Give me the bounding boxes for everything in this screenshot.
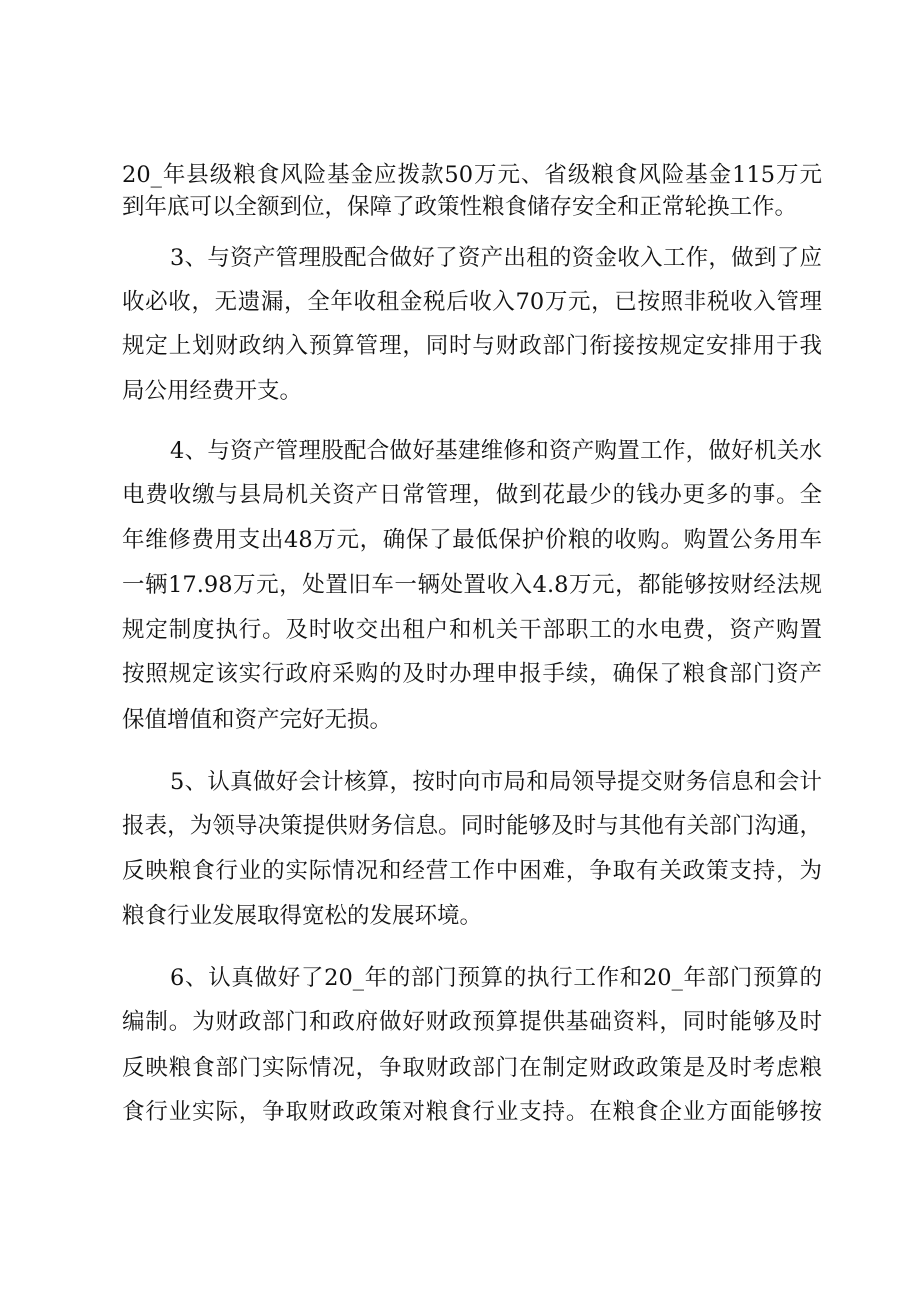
body-text-line: 按照规定该实行政府采购的及时办理申报手续，确保了粮食部门资产 [122,661,822,687]
body-text-line: 规定制度执行。及时收交出租户和机关干部职工的水电费，资产购置 [122,617,822,643]
body-text-line: 收必收，无遗漏，全年收租金税后收入70万元，已按照非税收入管理 [122,289,822,315]
body-text-line: 反映粮食行业的实际情况和经营工作中困难，争取有关政策支持，为 [122,858,822,884]
body-text-line: 规定上划财政纳入预算管理，同时与财政部门衔接按规定安排用于我 [122,333,822,359]
body-text-line: 电费收缴与县局机关资产日常管理，做到花最少的钱办更多的事。全 [122,482,822,508]
body-text-line: 年维修费用支出48万元，确保了最低保护价粮的收购。购置公务用车 [122,527,822,553]
body-text-line: 食行业实际，争取财政政策对粮食行业支持。在粮食企业方面能够按 [122,1099,822,1125]
body-text-line: 保值增值和资产完好无损。 [122,707,393,733]
body-text-line: 粮食行业发展取得宽松的发展环境。 [122,903,483,929]
body-text-line: 到年底可以全额到位，保障了政策性粮食储存安全和正常轮换工作。 [122,194,798,220]
body-text-line: 一辆17.98万元，处置旧车一辆处置收入4.8万元，都能够按财经法规 [122,572,822,598]
body-text-line: 报表，为领导决策提供财务信息。同时能够及时与其他有关部门沟通， [122,813,822,839]
body-text-line: 局公用经费开支。 [122,378,303,404]
body-text-line: 反映粮食部门实际情况，争取财政部门在制定财政政策是及时考虑粮 [122,1055,822,1081]
paragraph-5-first-line: 5、认真做好会计核算，按时向市局和局领导提交财务信息和会计 [170,769,822,795]
body-text-line: 编制。为财政部门和政府做好财政预算提供基础资料，同时能够及时 [122,1009,822,1035]
body-text-line: 20_年县级粮食风险基金应拨款50万元、省级粮食风险基金115万元 [122,162,822,188]
paragraph-3-first-line: 3、与资产管理股配合做好了资产出租的资金收入工作，做到了应 [170,245,822,271]
paragraph-4-first-line: 4、与资产管理股配合做好基建维修和资产购置工作，做好机关水 [170,438,822,464]
paragraph-6-first-line: 6、认真做好了20_年的部门预算的执行工作和20_年部门预算的 [170,965,822,991]
